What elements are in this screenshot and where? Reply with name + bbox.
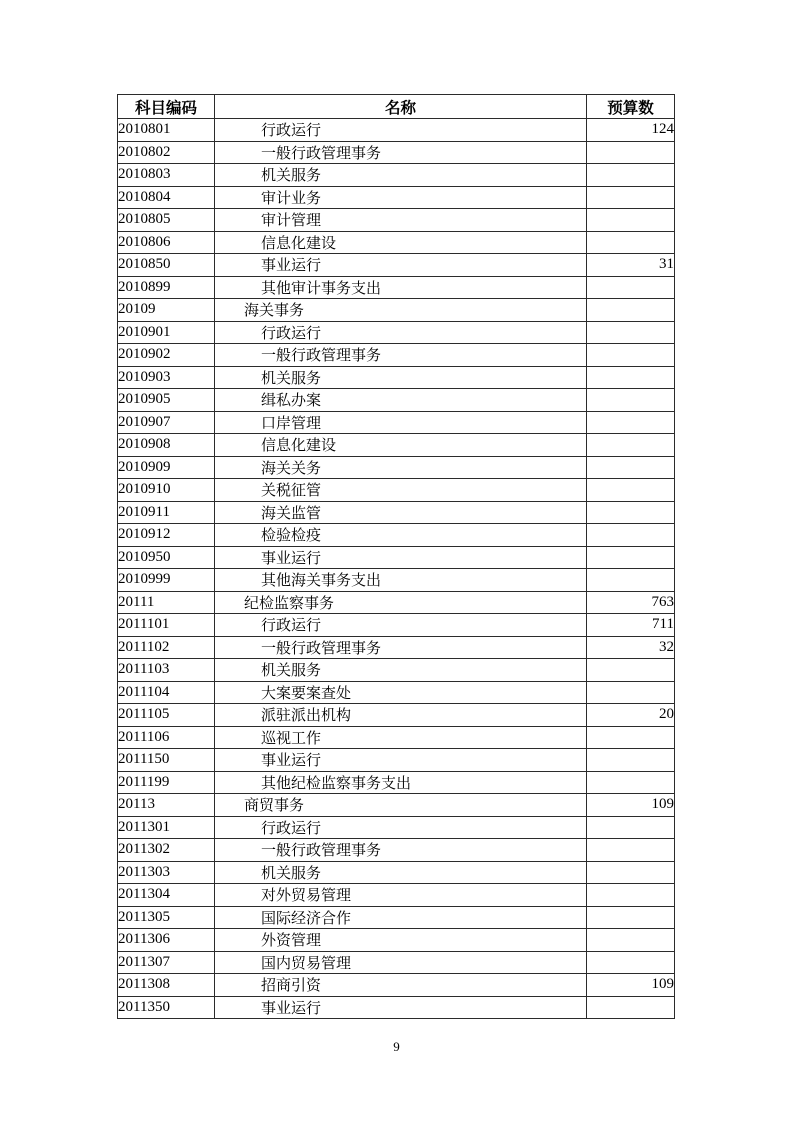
table-row	[118, 479, 675, 502]
cell-name: 行政运行	[215, 119, 587, 142]
table-row	[118, 209, 675, 232]
cell-budget	[587, 231, 675, 254]
cell-budget: 32	[587, 636, 675, 659]
cell-budget	[587, 681, 675, 704]
cell-code: 2011150	[118, 749, 215, 772]
cell-code: 2011104	[118, 681, 215, 704]
table-row	[118, 974, 675, 997]
budget-table	[117, 94, 675, 1019]
table-row	[118, 254, 675, 277]
cell-name: 口岸管理	[215, 411, 587, 434]
cell-name: 审计业务	[215, 186, 587, 209]
cell-name: 机关服务	[215, 164, 587, 187]
table-row	[118, 884, 675, 907]
cell-name: 检验检疫	[215, 524, 587, 547]
cell-code: 2010908	[118, 434, 215, 457]
table-row	[118, 839, 675, 862]
table-header-name: 名称	[215, 95, 587, 119]
cell-budget	[587, 434, 675, 457]
cell-name: 一般行政管理事务	[215, 636, 587, 659]
cell-name: 国际经济合作	[215, 906, 587, 929]
table-body	[118, 119, 675, 1019]
cell-code: 2011101	[118, 614, 215, 637]
cell-code: 2010910	[118, 479, 215, 502]
table-row	[118, 501, 675, 524]
table-row	[118, 299, 675, 322]
cell-code: 2010905	[118, 389, 215, 412]
cell-name: 一般行政管理事务	[215, 344, 587, 367]
cell-budget: 109	[587, 794, 675, 817]
table-row	[118, 659, 675, 682]
cell-name: 海关关务	[215, 456, 587, 479]
cell-budget	[587, 749, 675, 772]
cell-code: 2010999	[118, 569, 215, 592]
cell-budget	[587, 366, 675, 389]
cell-budget	[587, 929, 675, 952]
cell-budget: 109	[587, 974, 675, 997]
cell-code: 2010803	[118, 164, 215, 187]
cell-code: 2011105	[118, 704, 215, 727]
cell-name: 大案要案查处	[215, 681, 587, 704]
table-row	[118, 119, 675, 142]
cell-name: 事业运行	[215, 749, 587, 772]
table-row	[118, 276, 675, 299]
cell-budget	[587, 726, 675, 749]
cell-name: 其他纪检监察事务支出	[215, 771, 587, 794]
cell-budget	[587, 411, 675, 434]
cell-budget	[587, 164, 675, 187]
cell-budget	[587, 209, 675, 232]
cell-name: 派驻派出机构	[215, 704, 587, 727]
cell-budget	[587, 951, 675, 974]
table-header-budget: 预算数	[587, 95, 675, 119]
cell-code: 2011102	[118, 636, 215, 659]
table-row	[118, 861, 675, 884]
cell-budget	[587, 389, 675, 412]
cell-budget	[587, 524, 675, 547]
table-row	[118, 816, 675, 839]
cell-code: 2011106	[118, 726, 215, 749]
table-row	[118, 546, 675, 569]
cell-name: 关税征管	[215, 479, 587, 502]
cell-code: 2010805	[118, 209, 215, 232]
cell-budget	[587, 479, 675, 502]
cell-code: 2011301	[118, 816, 215, 839]
cell-code: 2010901	[118, 321, 215, 344]
cell-budget: 31	[587, 254, 675, 277]
table-row	[118, 344, 675, 367]
cell-code: 2010801	[118, 119, 215, 142]
table-row	[118, 456, 675, 479]
cell-budget	[587, 276, 675, 299]
cell-budget	[587, 884, 675, 907]
cell-name: 机关服务	[215, 366, 587, 389]
table-row	[118, 794, 675, 817]
cell-name: 其他审计事务支出	[215, 276, 587, 299]
table-row	[118, 321, 675, 344]
cell-code: 2011308	[118, 974, 215, 997]
cell-name: 招商引资	[215, 974, 587, 997]
table-row	[118, 411, 675, 434]
cell-name: 商贸事务	[215, 794, 587, 817]
cell-code: 2010806	[118, 231, 215, 254]
cell-name: 巡视工作	[215, 726, 587, 749]
cell-code: 20113	[118, 794, 215, 817]
table-header-code: 科目编码	[118, 95, 215, 119]
cell-budget	[587, 501, 675, 524]
cell-code: 2011305	[118, 906, 215, 929]
cell-code: 2011103	[118, 659, 215, 682]
cell-budget	[587, 816, 675, 839]
cell-name: 对外贸易管理	[215, 884, 587, 907]
cell-budget	[587, 996, 675, 1019]
table-row	[118, 929, 675, 952]
cell-code: 2010903	[118, 366, 215, 389]
cell-name: 事业运行	[215, 996, 587, 1019]
cell-name: 国内贸易管理	[215, 951, 587, 974]
table-row	[118, 996, 675, 1019]
cell-name: 信息化建设	[215, 231, 587, 254]
cell-budget	[587, 299, 675, 322]
cell-code: 2010802	[118, 141, 215, 164]
table-row	[118, 951, 675, 974]
cell-budget	[587, 456, 675, 479]
cell-code: 2010899	[118, 276, 215, 299]
table-header-row	[118, 95, 675, 119]
cell-name: 事业运行	[215, 546, 587, 569]
cell-code: 2010912	[118, 524, 215, 547]
cell-name: 行政运行	[215, 614, 587, 637]
table-row	[118, 389, 675, 412]
cell-code: 2010911	[118, 501, 215, 524]
cell-code: 2011199	[118, 771, 215, 794]
cell-code: 2010902	[118, 344, 215, 367]
cell-name: 事业运行	[215, 254, 587, 277]
cell-budget: 20	[587, 704, 675, 727]
cell-name: 外资管理	[215, 929, 587, 952]
cell-budget	[587, 839, 675, 862]
table-row	[118, 164, 675, 187]
cell-code: 2011306	[118, 929, 215, 952]
cell-code: 2010850	[118, 254, 215, 277]
table-row	[118, 771, 675, 794]
cell-budget: 711	[587, 614, 675, 637]
page-number: 9	[393, 1039, 400, 1054]
cell-code: 2011303	[118, 861, 215, 884]
cell-budget	[587, 344, 675, 367]
table-row	[118, 591, 675, 614]
table-row	[118, 906, 675, 929]
table-row	[118, 231, 675, 254]
table-row	[118, 366, 675, 389]
cell-code: 2011304	[118, 884, 215, 907]
cell-budget	[587, 321, 675, 344]
cell-budget	[587, 186, 675, 209]
table-row	[118, 704, 675, 727]
cell-name: 一般行政管理事务	[215, 141, 587, 164]
table-row	[118, 636, 675, 659]
cell-code: 2010907	[118, 411, 215, 434]
cell-name: 机关服务	[215, 861, 587, 884]
cell-name: 海关监管	[215, 501, 587, 524]
cell-name: 海关事务	[215, 299, 587, 322]
cell-name: 纪检监察事务	[215, 591, 587, 614]
cell-name: 一般行政管理事务	[215, 839, 587, 862]
cell-code: 2011307	[118, 951, 215, 974]
cell-name: 其他海关事务支出	[215, 569, 587, 592]
cell-budget	[587, 546, 675, 569]
cell-code: 2010950	[118, 546, 215, 569]
cell-budget: 763	[587, 591, 675, 614]
cell-code: 2010804	[118, 186, 215, 209]
cell-budget	[587, 861, 675, 884]
cell-name: 行政运行	[215, 816, 587, 839]
cell-budget	[587, 659, 675, 682]
cell-name: 审计管理	[215, 209, 587, 232]
table-row	[118, 186, 675, 209]
cell-code: 2011302	[118, 839, 215, 862]
cell-name: 行政运行	[215, 321, 587, 344]
table-row	[118, 434, 675, 457]
cell-code: 2010909	[118, 456, 215, 479]
cell-code: 20109	[118, 299, 215, 322]
table-row	[118, 569, 675, 592]
cell-name: 缉私办案	[215, 389, 587, 412]
table-row	[118, 141, 675, 164]
cell-budget	[587, 141, 675, 164]
cell-budget: 124	[587, 119, 675, 142]
cell-budget	[587, 906, 675, 929]
cell-code: 2011350	[118, 996, 215, 1019]
table-row	[118, 681, 675, 704]
cell-name: 机关服务	[215, 659, 587, 682]
table-row	[118, 524, 675, 547]
table-row	[118, 749, 675, 772]
cell-code: 20111	[118, 591, 215, 614]
table-row	[118, 726, 675, 749]
table-row	[118, 614, 675, 637]
cell-budget	[587, 569, 675, 592]
cell-budget	[587, 771, 675, 794]
cell-name: 信息化建设	[215, 434, 587, 457]
